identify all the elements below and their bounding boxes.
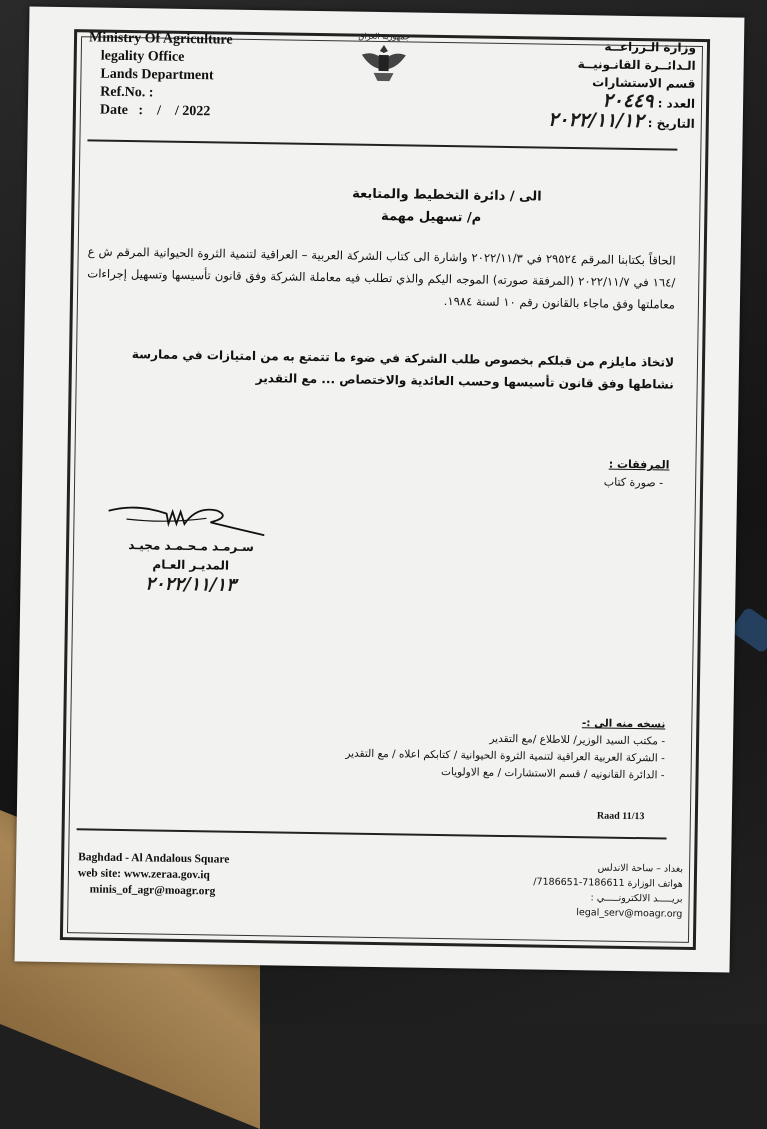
request-paragraph: لاتخاذ مايلزم من قبلكم بخصوص طلب الشركة في ضوء ما تتمتع به من امتيازات في ممارسة نشاطها وفق قانون تأسيسها وحسب العائدية والاختصاص ... مع التقدير bbox=[131, 347, 675, 392]
official-letter bbox=[15, 6, 745, 972]
ministry-name-ar: وزارة الـزراعــة bbox=[604, 39, 697, 55]
date-line-ar bbox=[547, 108, 695, 133]
footer-email-label: بريـــــد الالكترونـــــي : bbox=[590, 892, 683, 905]
attachments-title: المرفقات : bbox=[608, 457, 670, 472]
footer-email-en: minis_of_agr@moagr.org bbox=[89, 883, 216, 898]
body-paragraph: الحاقاً بكتابنا المرقم ٢٩٥٢٤ في ٢٠٢٢/١١/٣ واشارة الى كتاب الشركة العربية – العراقية لتنمية الثروة الحيوانية المرقم ش ع /١٦٤ في ٢٠٢٢/١١/٧ (المرفقة صورته) الموجه اليكم والذي تطلب فيه معاملة الشركة وفق قانون تأسيسها وتسهيل إجراءات معاملتها وفق ماجاء بالقانون رقم ١٠ لسنة ١٩٨٤. bbox=[87, 244, 676, 312]
eagle-emblem-icon bbox=[357, 41, 410, 86]
emblem-caption: جمهورية العراق bbox=[358, 31, 411, 42]
copies-block bbox=[345, 712, 665, 785]
signer-block bbox=[80, 535, 301, 595]
office-name-ar: الـدائــرة القانـونيــة bbox=[577, 57, 696, 73]
footer-address-ar: بغداد – ساحة الاندلس bbox=[597, 862, 684, 875]
addressee-to: الى / دائرة التخطيط والمتابعة bbox=[352, 186, 542, 205]
attachments-block bbox=[604, 456, 670, 493]
arabic-letterhead bbox=[548, 37, 696, 133]
department-name-en: Lands Department bbox=[100, 66, 214, 84]
date-line-en: Date : / / 2022 bbox=[99, 102, 211, 120]
number-value: ٢٠٤٤٩ bbox=[602, 89, 654, 113]
attachment-item: - صورة كتاب bbox=[603, 475, 664, 490]
signer-name: سـرمـد مـحـمـد مجيـد bbox=[128, 538, 254, 555]
footer-email-ar: legal_serv@moagr.org bbox=[576, 907, 683, 920]
signature-date: ٢٠٢٢/١١/١٣ bbox=[145, 573, 236, 596]
footer-address-en: Baghdad - Al Andalous Square bbox=[78, 851, 230, 866]
ref-number-label: Ref.No. : bbox=[100, 84, 154, 101]
copy-recipient: - الدائرة القانونيه / قسم الاستشارات / مع الاولويات bbox=[440, 766, 665, 782]
emblem bbox=[348, 31, 419, 89]
signer-title: المديـر العـام bbox=[152, 557, 230, 573]
ministry-name-en: Ministry Of Agriculture bbox=[88, 30, 233, 48]
copies-title: نسخه منه الى :- bbox=[581, 717, 666, 731]
typist-reference: Raad 11/13 bbox=[596, 810, 645, 823]
letter-subject: م/ تسهيل مهمة bbox=[380, 208, 482, 226]
english-letterhead bbox=[88, 29, 233, 121]
date-value-ar: ٢٠٢٢/١١/١٢ bbox=[547, 108, 644, 133]
signature-icon bbox=[106, 493, 267, 541]
footer-en bbox=[78, 849, 230, 899]
number-label: العدد : bbox=[657, 96, 696, 111]
addressee-block bbox=[352, 184, 542, 231]
section-name-ar: قسم الاستشارات bbox=[592, 75, 696, 91]
date-label-ar: التاريخ : bbox=[647, 116, 695, 131]
office-name-en: legality Office bbox=[100, 48, 185, 65]
copy-recipient: - الشركة العربية العراقية لتنمية الثروة الحيوانية / كتابكم اعلاه / مع التقدير bbox=[345, 747, 665, 765]
footer-website: web site: www.zeraa.gov.iq bbox=[77, 867, 210, 882]
copy-recipient: - مكتب السيد الوزير/ للاطلاع /مع التقدير bbox=[489, 732, 666, 748]
footer-phones: هواتف الوزارة 7186611-7186651/ bbox=[533, 876, 683, 890]
footer-ar bbox=[533, 859, 684, 921]
